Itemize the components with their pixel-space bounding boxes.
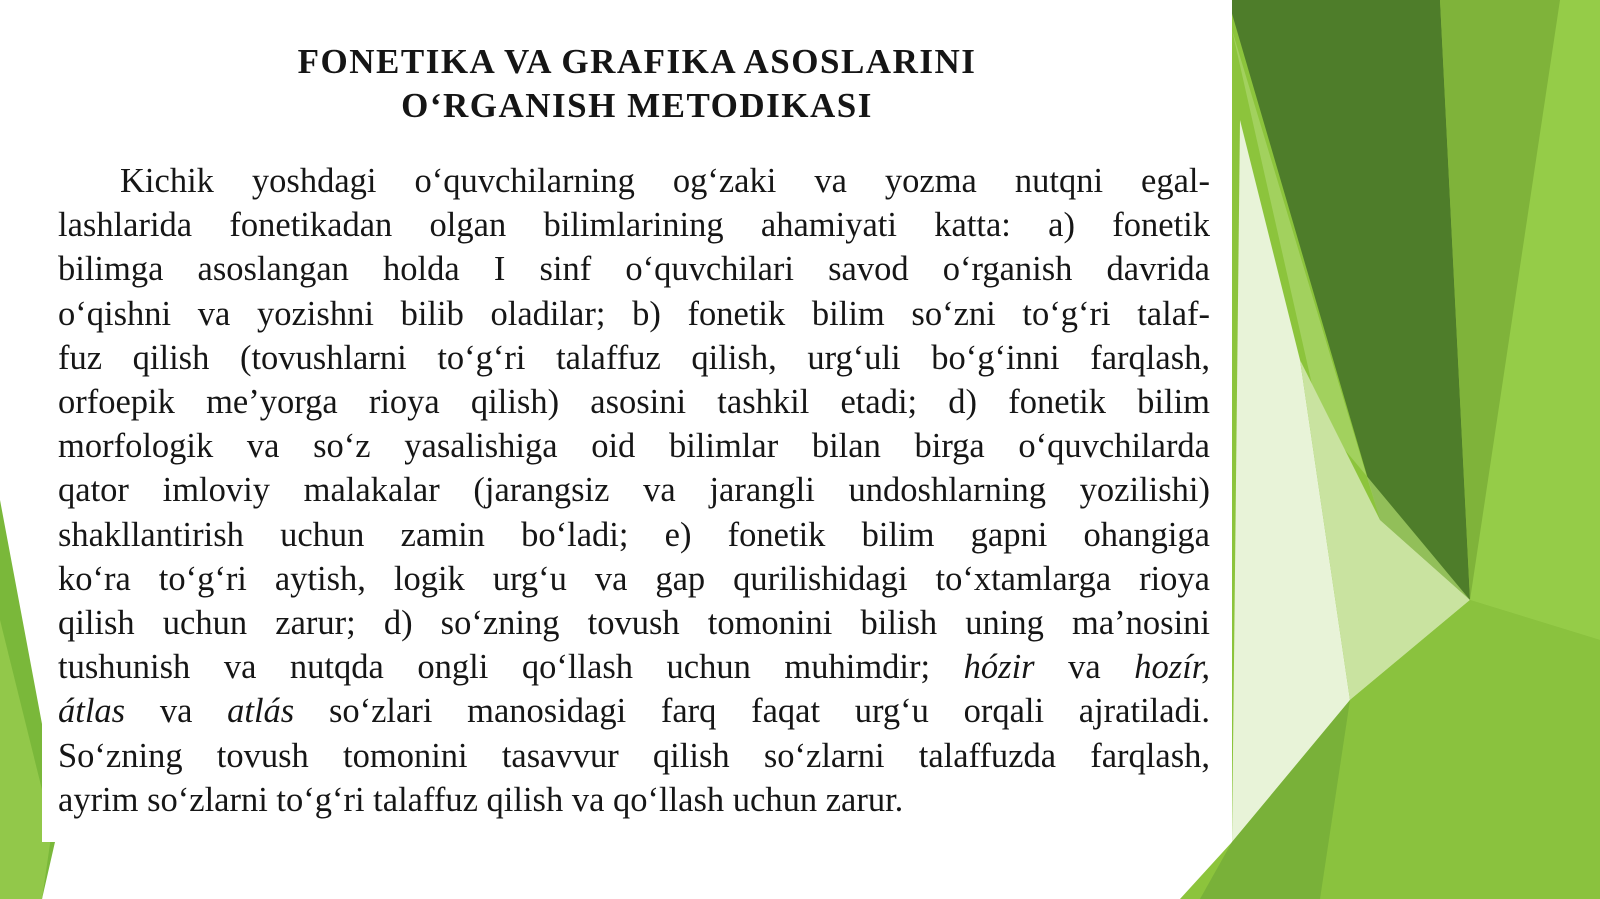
body-line-4: o‘qishni va yozishni bilib oladilar; b) fonetik bilim so‘zni to‘g‘ri talaf-	[58, 294, 1210, 333]
body-line-11: qilish uchun zarur; d) so‘zning tovush tomonini bilish uning ma’nosini	[58, 604, 1210, 643]
body-line-12-text: tushunish va nutqda ongli qo‘llash uchun muhimdir;	[58, 648, 931, 687]
title-line-2: O‘RGANISH METODIKASI	[401, 86, 873, 125]
italic-word-hozir-1: hózir	[963, 648, 1035, 687]
title-line-1: FONETIKA VA GRAFIKA ASOSLARINI	[297, 42, 977, 81]
scanned-page	[42, 0, 1232, 842]
body-line-9: shakllantirish uchun zamin bo‘ladi; e) fonetik bilim gapni ohangiga	[58, 515, 1210, 554]
body-line-12	[58, 645, 1210, 689]
body-line-13-text: so‘zlari manosidagi farq faqat urg‘u orqali ajratiladi.	[328, 692, 1211, 731]
italic-word-atlas-1: átlas	[58, 692, 126, 731]
body-line-1: Kichik yoshdagi o‘quvchilarning og‘zaki va yozma nutqni egal-	[120, 162, 1210, 200]
body-line-15: ayrim so‘zlarni to‘g‘ri talaffuz qilish va qo‘llash uchun zarur.	[58, 780, 904, 819]
body-line-2: lashlarida fonetikadan olgan bilimlarining ahamiyati katta: a) fonetik	[58, 206, 1210, 245]
body-line-7: morfologik va so‘z yasalishiga oid bilimlar bilan birga o‘quvchilarda	[58, 427, 1210, 466]
body-line-14: So‘zning tovush tomonini tasavvur qilish so‘zlarni talaffuzda farqlash,	[58, 736, 1210, 775]
body-line-3: bilimga asoslangan holda I sinf o‘quvchilari savod o‘rganish davrida	[58, 250, 1210, 289]
body-line-13-conj: va	[159, 692, 193, 731]
body-line-10: ko‘ra to‘g‘ri aytish, logik urg‘u va gap qurilishidagi to‘xtamlarga rioya	[58, 559, 1210, 598]
body-line-5: fuz qilish (tovushlarni to‘g‘ri talaffuz qilish, urg‘uli bo‘g‘inni farqlash,	[58, 338, 1210, 377]
body-line-8: qator imloviy malakalar (jarangsiz va jarangli undoshlarning yozilishi)	[58, 471, 1210, 510]
body-line-13	[58, 689, 1210, 733]
document-title	[42, 40, 1232, 128]
italic-word-hozir-2: hozír,	[1134, 648, 1211, 687]
body-line-6: orfoepik me’yorga rioya qilish) asosini tashkil etadi; d) fonetik bilim	[58, 383, 1210, 422]
italic-word-atlas-2: atlás	[227, 692, 295, 731]
body-line-12-conj: va	[1068, 648, 1101, 687]
document-body	[58, 159, 1210, 822]
